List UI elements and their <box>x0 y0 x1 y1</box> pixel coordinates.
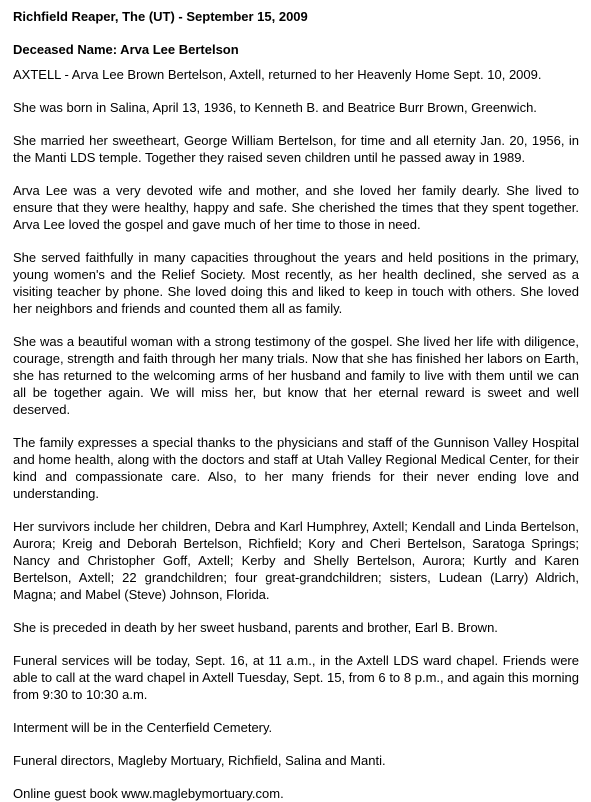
paragraph-guest-book: Online guest book www.maglebymortuary.com. <box>13 786 284 801</box>
paragraph-marriage: She married her sweetheart, George William Bertelson, for time and all eternity Jan. 20, 1956, in the Manti LDS temple. Together they raised seven children until he passed away in 1989. <box>13 133 579 165</box>
paragraph-thanks: The family expresses a special thanks to the physicians and staff of the Gunnison Valley Hospital and home health, along with the doctors and staff at Utah Valley Regional Medical Center, for their kind and compassionate care. Also, to her many friends for their never ending love and understanding. <box>13 435 579 501</box>
deceased-name-heading: Deceased Name: Arva Lee Bertelson <box>13 42 239 57</box>
paragraph-interment: Interment will be in the Centerfield Cemetery. <box>13 720 273 735</box>
paragraph-funeral-services: Funeral services will be today, Sept. 16, at 11 a.m., in the Axtell LDS ward chapel. Friends were able to call at the ward chapel in Axtell Tuesday, Sept. 15, from 6 to 8 p.m., and again this morning from 9:30 to 10:30 a.m. <box>13 653 579 702</box>
paragraph-church-service: She served faithfully in many capacities throughout the years and held positions in the primary, young women's and the Relief Society. Most recently, as her health declined, she served as a visiting teacher by phone. She loved doing this and liked to keep in touch with others. She loved her neighbors and friends and counted them all as family. <box>13 250 579 316</box>
paragraph-birth: She was born in Salina, April 13, 1936, to Kenneth B. and Beatrice Burr Brown, Greenwich. <box>13 100 537 115</box>
paragraph-family-life: Arva Lee was a very devoted wife and mother, and she loved her family dearly. She lived to ensure that they were healthy, happy and safe. She cherished the times that they spent together. Arva Lee loved the gospel and gave much of her time to those in need. <box>13 183 579 232</box>
paragraph-survivors: Her survivors include her children, Debra and Karl Humphrey, Axtell; Kendall and Linda Bertelson, Aurora; Kreig and Deborah Bertelson, Richfield; Kory and Cheri Bertelson, Saratoga Springs; Nancy and Christopher Goff, Axtell; Kerby and Shelly Bertelson, Aurora; Kurtly and Karen Bertelson, Axtell; 22 grandchildren; four great-grandchildren; sisters, Ludean (Larry) Aldrich, Magna; and Mabel (Steve) Johnson, Florida. <box>13 519 579 602</box>
source-heading: Richfield Reaper, The (UT) - September 15, 2009 <box>13 9 308 24</box>
paragraph-testimony: She was a beautiful woman with a strong testimony of the gospel. She lived her life with diligence, courage, strength and faith through her many trials. Now that she has finished her labors on Earth, she has returned to the welcoming arms of her husband and family to live with them until we can all be together again. We will miss her, but know that her eternal reward is sweet and well deserved. <box>13 334 579 417</box>
obituary-page <box>13 9 579 802</box>
paragraph-death-notice: AXTELL - Arva Lee Brown Bertelson, Axtell, returned to her Heavenly Home Sept. 10, 2009. <box>13 67 542 82</box>
paragraph-preceded: She is preceded in death by her sweet husband, parents and brother, Earl B. Brown. <box>13 620 498 635</box>
paragraph-funeral-directors: Funeral directors, Magleby Mortuary, Richfield, Salina and Manti. <box>13 753 386 768</box>
